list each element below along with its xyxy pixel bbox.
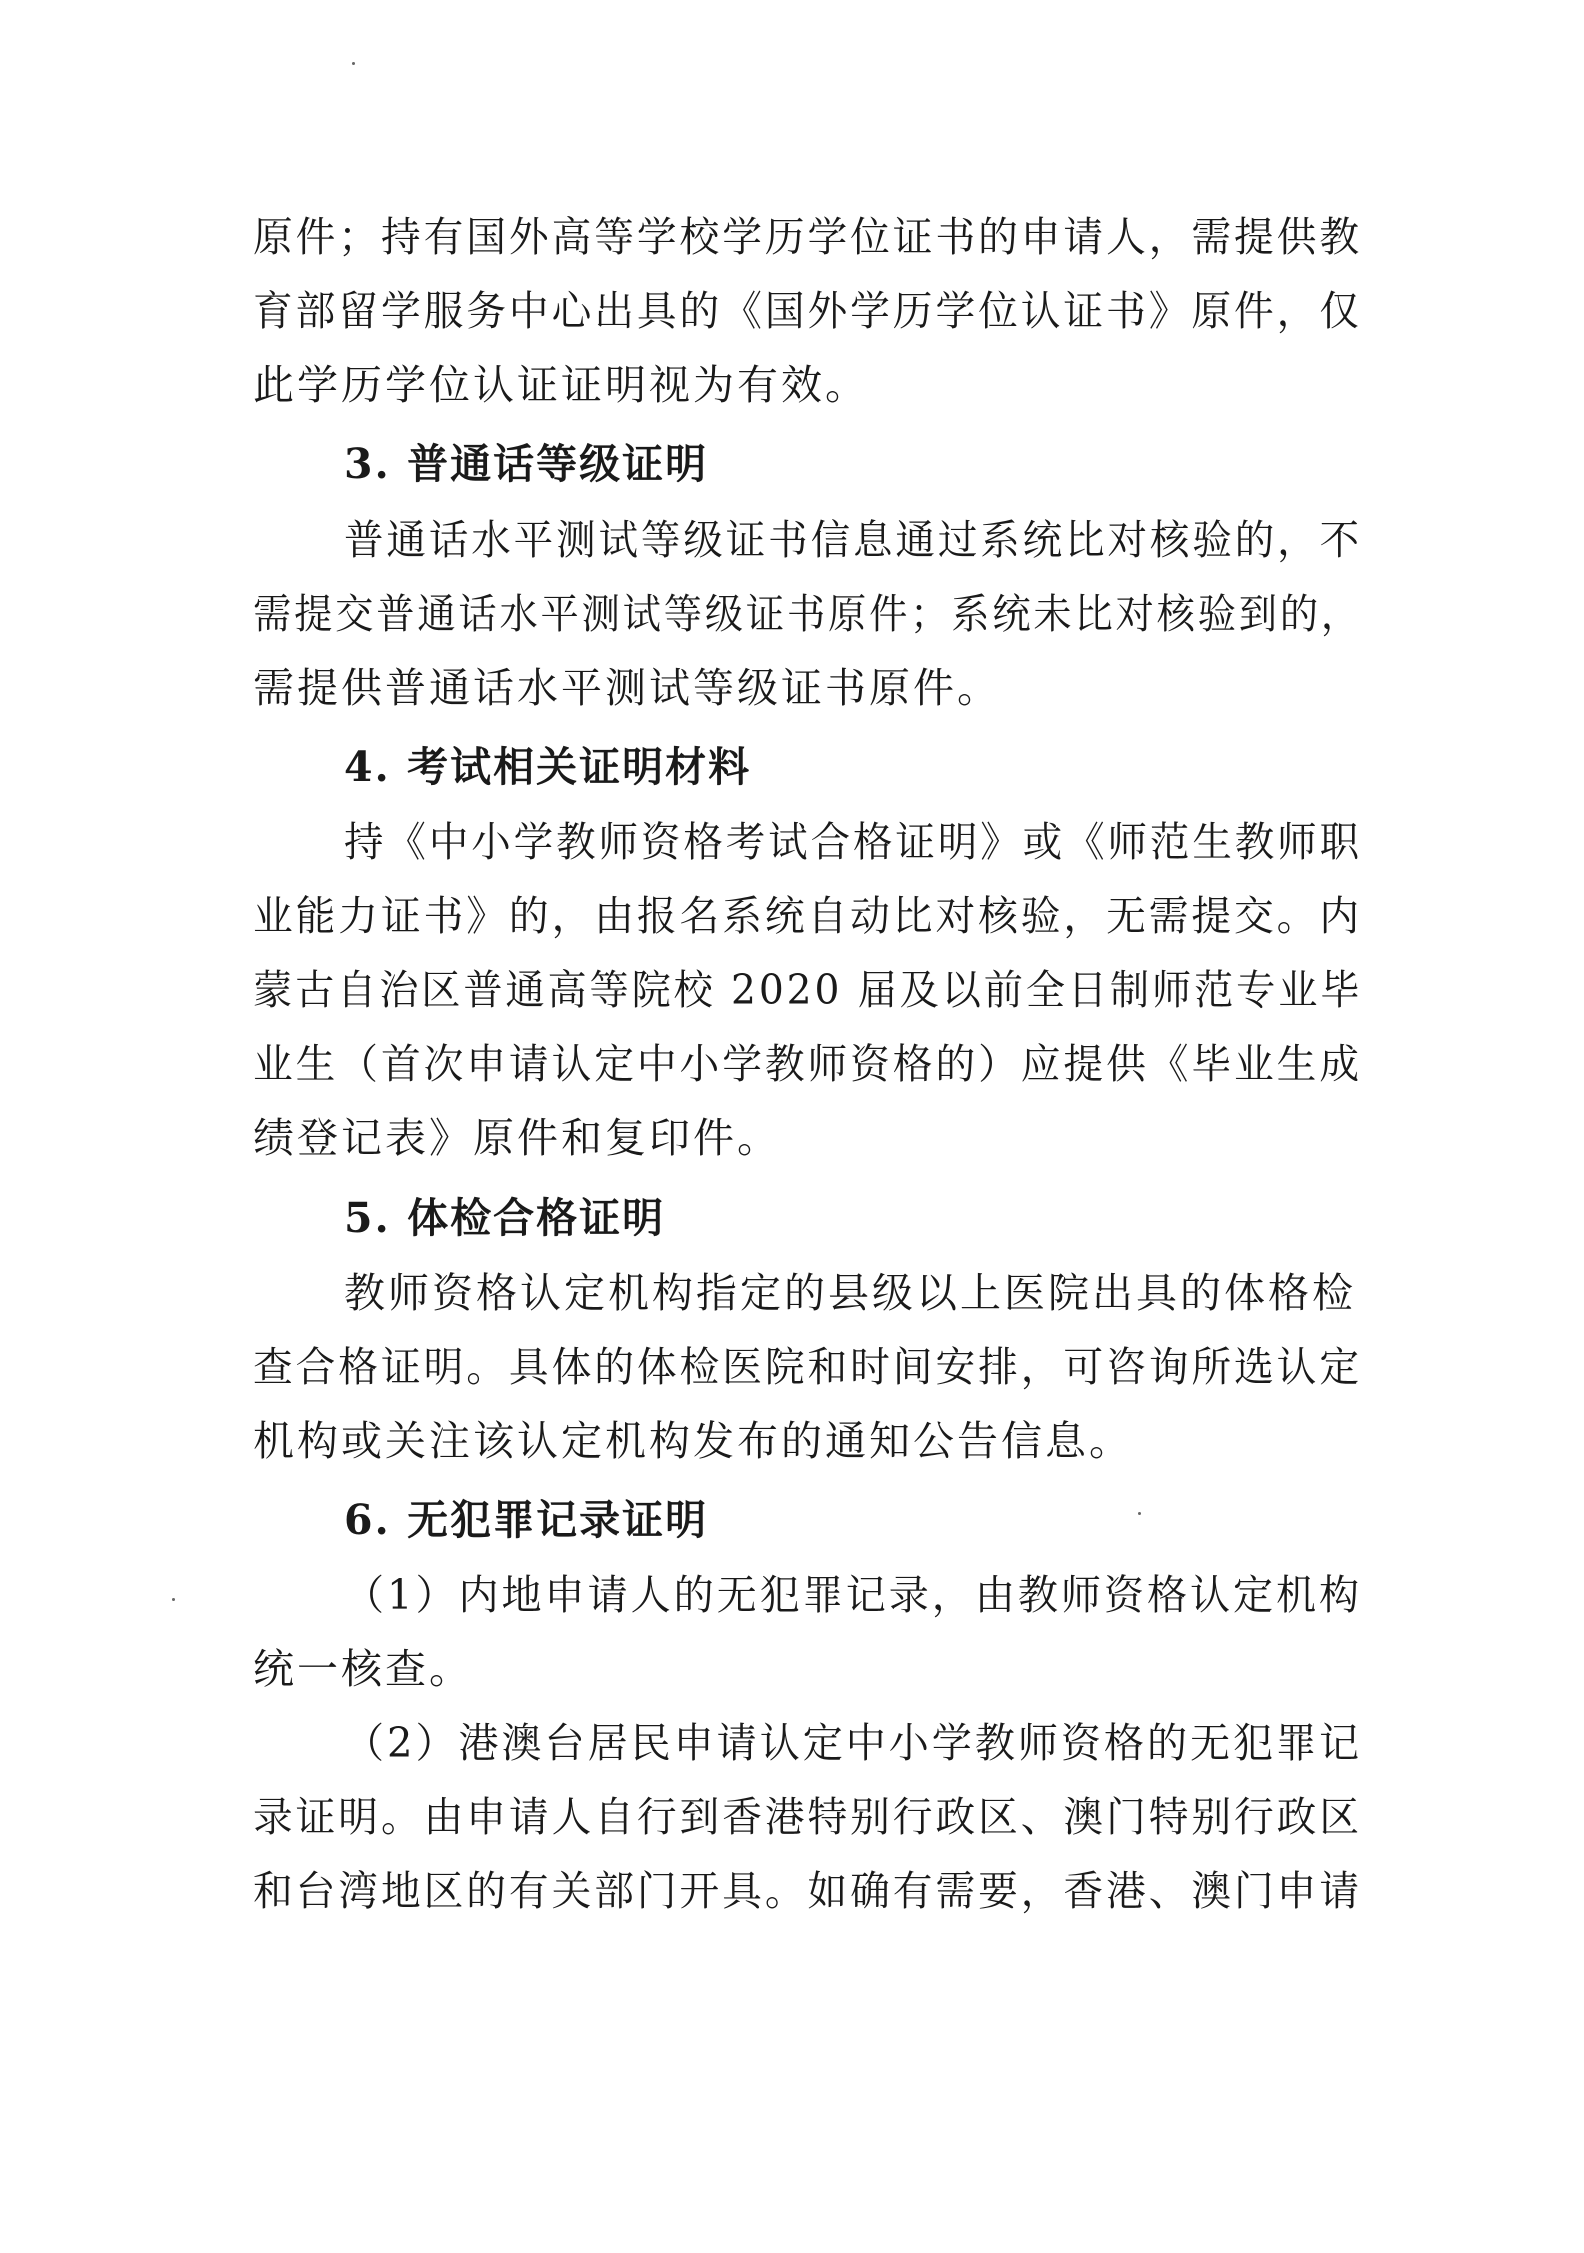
body-line: 需提供普通话水平测试等级证书原件。 [253, 664, 1001, 712]
scan-speck [172, 1598, 175, 1601]
body-line: 业生（首次申请认定中小学教师资格的）应提供《毕业生成 [253, 1040, 1362, 1088]
body-line: 业能力证书》的，由报名系统自动比对核验，无需提交。内 [253, 892, 1362, 940]
body-line: 机构或关注该认定机构发布的通知公告信息。 [253, 1417, 1133, 1465]
body-line: 原件；持有国外高等学校学历学位证书的申请人，需提供教 [253, 213, 1362, 261]
section-heading: 4. 考试相关证明材料 [344, 743, 752, 791]
body-line: 查合格证明。具体的体检医院和时间安排，可咨询所选认定 [253, 1343, 1362, 1391]
body-line: 统一核查。 [253, 1645, 473, 1693]
body-line: 普通话水平测试等级证书信息通过系统比对核验的，不 [344, 516, 1362, 564]
body-line: 绩登记表》原件和复印件。 [253, 1114, 781, 1162]
section-heading: 3. 普通话等级证明 [344, 440, 709, 488]
body-line: （2）港澳台居民申请认定中小学教师资格的无犯罪记 [344, 1719, 1363, 1767]
scan-speck [1138, 1512, 1141, 1515]
body-line: 此学历学位认证证明视为有效。 [253, 361, 869, 409]
body-line: （1）内地申请人的无犯罪记录，由教师资格认定机构 [344, 1571, 1363, 1619]
section-heading: 6. 无犯罪记录证明 [344, 1496, 709, 1544]
body-line: 蒙古自治区普通高等院校 2020 届及以前全日制师范专业毕 [253, 966, 1363, 1014]
section-heading: 5. 体检合格证明 [344, 1194, 666, 1242]
scan-speck [352, 62, 355, 65]
body-line: 录证明。由申请人自行到香港特别行政区、澳门特别行政区 [253, 1793, 1362, 1841]
body-line: 育部留学服务中心出具的《国外学历学位认证书》原件，仅 [253, 287, 1362, 335]
body-line: 和台湾地区的有关部门开具。如确有需要，香港、澳门申请 [253, 1867, 1362, 1915]
body-line: 需提交普通话水平测试等级证书原件；系统未比对核验到的， [253, 590, 1362, 638]
body-line: 教师资格认定机构指定的县级以上医院出具的体格检 [344, 1269, 1356, 1317]
body-line: 持《中小学教师资格考试合格证明》或《师范生教师职 [344, 818, 1362, 866]
